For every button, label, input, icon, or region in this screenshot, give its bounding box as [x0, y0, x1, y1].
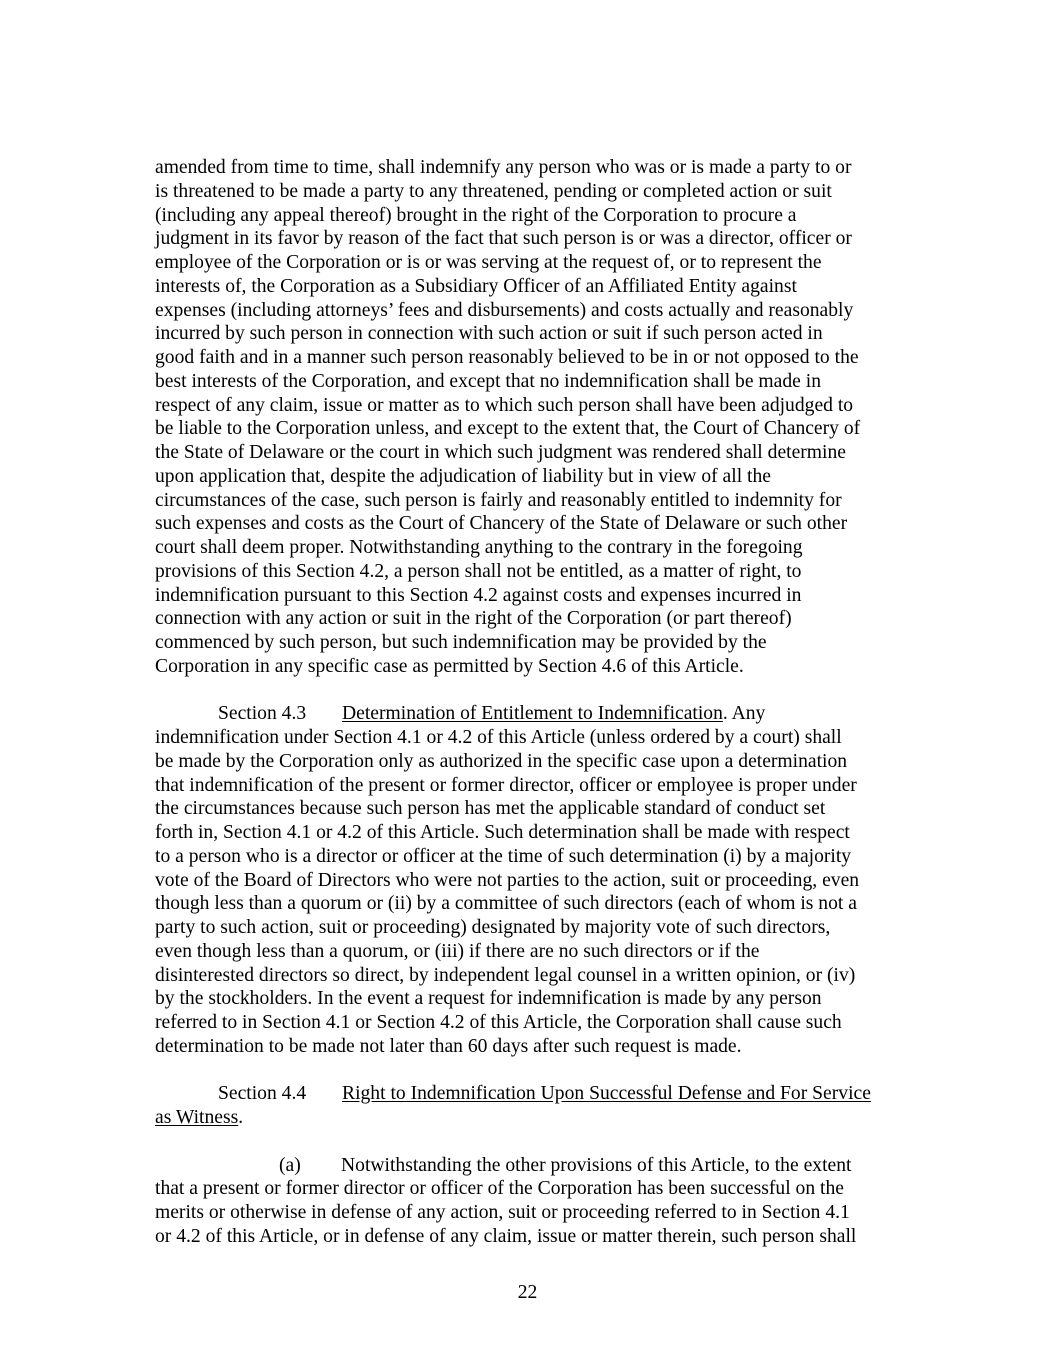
text-line: even though less than a quorum, or (iii) if there are no such directors or if the [155, 940, 760, 962]
section-number: Section 4.3 [218, 703, 307, 725]
paragraph-spacer [155, 679, 915, 703]
document-page [155, 156, 915, 1249]
text-line: indemnification under Section 4.1 or 4.2 of this Article (unless ordered by a court) shall [155, 727, 842, 748]
text-line: though less than a quorum or (ii) by a committee of such directors (each of whom is not a [155, 893, 857, 915]
subsection-label: (a) [279, 1154, 301, 1176]
text-line: amended from time to time, shall indemnify any person who was or is made a party to or [155, 157, 852, 178]
text-line: judgment in its favor by reason of the fact that such person is or was a director, officer or [155, 228, 852, 250]
text-line: the State of Delaware or the court in which such judgment was rendered shall determine [155, 442, 846, 463]
text-line: Corporation in any specific case as permitted by Section 4.6 of this Article. [155, 655, 744, 677]
text-line: such expenses and costs as the Court of Chancery of the State of Delaware or such other [155, 513, 848, 535]
text-line: incurred by such person in connection with such action or suit if such person acted in [155, 323, 823, 345]
text-line: be liable to the Corporation unless, and except to the extent that, the Court of Chancery of [155, 418, 861, 440]
section-heading-tail: . [238, 1107, 244, 1128]
text-line: forth in, Section 4.1 or 4.2 of this Article. Such determination shall be made with respect [155, 822, 850, 843]
text-line: best interests of the Corporation, and except that no indemnification shall be made in [155, 370, 822, 392]
text-line: respect of any claim, issue or matter as to which such person shall have been adjudged to [155, 394, 854, 416]
text-line: merits or otherwise in defense of any action, suit or proceeding referred to in Section 4.1 [155, 1202, 850, 1223]
text-line: disinterested directors so direct, by independent legal counsel in a written opinion, or (iv) [155, 964, 856, 986]
section-heading-tail: . Any [722, 703, 766, 725]
section-number: Section 4.4 [218, 1083, 307, 1105]
text-line: circumstances of the case, such person is fairly and reasonably entitled to indemnity for [155, 489, 842, 511]
text-line: (including any appeal thereof) brought in the right of the Corporation to procure a [155, 204, 797, 226]
paragraph-spacer [155, 1130, 915, 1154]
text-line: determination to be made not later than 60 days after such request is made. [155, 1035, 742, 1057]
text-line: to a person who is a director or officer at the time of such determination (i) by a majority [155, 845, 852, 867]
text-line: expenses (including attorneys’ fees and disbursements) and costs actually and reasonably [155, 299, 854, 321]
section-title: Right to Indemnification Upon Successful Defense and For Service [342, 1083, 871, 1105]
subsection-text: Notwithstanding the other provisions of this Article, to the extent [341, 1154, 852, 1176]
text-line: referred to in Section 4.1 or Section 4.2 of this Article, the Corporation shall cause such [155, 1012, 842, 1033]
section-4-3 [155, 702, 915, 1058]
paragraph-spacer [155, 1059, 915, 1083]
text-line: or 4.2 of this Article, or in defense of any claim, issue or matter therein, such person shall [155, 1225, 857, 1247]
subsection-first-line [155, 1154, 915, 1178]
text-line: court shall deem proper. Notwithstanding anything to the contrary in the foregoing [155, 537, 803, 558]
text-line: the circumstances because such person has met the applicable standard of conduct set [155, 798, 826, 820]
text-line: vote of the Board of Directors who were not parties to the action, suit or proceeding, even [155, 869, 860, 891]
text-line: by the stockholders. In the event a request for indemnification is made by any person [155, 988, 822, 1010]
subsection-a [155, 1154, 915, 1249]
page-number: 22 [517, 1282, 538, 1303]
section-heading-line [155, 1082, 915, 1106]
section-4-4 [155, 1082, 915, 1130]
text-line: that a present or former director or officer of the Corporation has been successful on the [155, 1178, 844, 1200]
section-heading-line [155, 702, 915, 726]
text-line: indemnification pursuant to this Section 4.2 against costs and expenses incurred in [155, 584, 802, 606]
text-line: provisions of this Section 4.2, a person shall not be entitled, as a matter of right, to [155, 560, 802, 582]
paragraph-indemnification-derivative [155, 156, 915, 679]
text-line: good faith and in a manner such person reasonably believed to be in or not opposed to the [155, 347, 859, 368]
text-line: be made by the Corporation only as authorized in the specific case upon a determination [155, 750, 848, 772]
text-line: interests of, the Corporation as a Subsidiary Officer of an Affiliated Entity against [155, 275, 797, 297]
text-line: that indemnification of the present or former director, officer or employee is proper under [155, 774, 857, 796]
text-line: upon application that, despite the adjudication of liability but in view of all the [155, 465, 771, 487]
text-line: employee of the Corporation or is or was serving at the request of, or to represent the [155, 252, 822, 273]
section-title-continued: as Witness [155, 1107, 239, 1128]
text-line: party to such action, suit or proceeding) designated by majority vote of such directors, [155, 917, 831, 938]
text-line: commenced by such person, but such indemnification may be provided by the [155, 632, 767, 653]
text-line: connection with any action or suit in the right of the Corporation (or part thereof) [155, 608, 792, 630]
section-title: Determination of Entitlement to Indemnification [342, 703, 723, 725]
section-heading-line [155, 1106, 915, 1130]
text-line: is threatened to be made a party to any threatened, pending or completed action or suit [155, 180, 832, 202]
